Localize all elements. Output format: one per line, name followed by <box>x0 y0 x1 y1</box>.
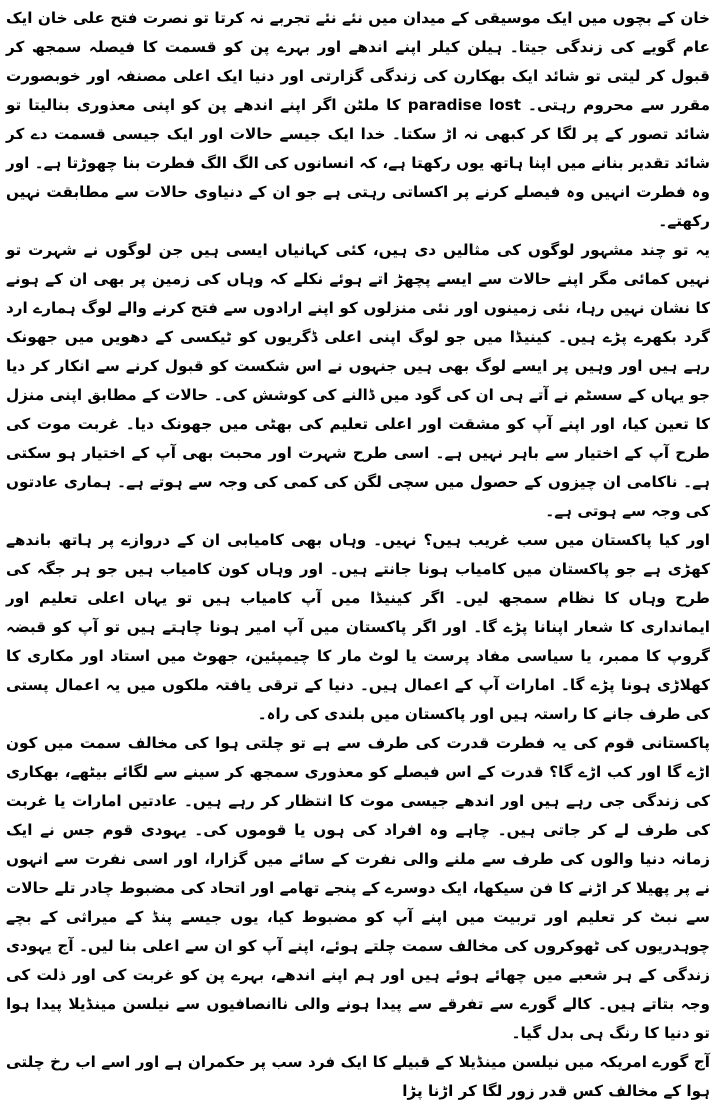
paragraph-5: آج گورے امریکہ میں نیلسن مینڈیلا کے قبیلے کا ایک فرد سب پر حکمران ہے اور اسے اب رخ چلتی ہوا کے مخالف کس قدر زور لگا کر اڑنا پڑا <box>6 1053 710 1100</box>
paragraph-3: اور کیا پاکستان میں سب غریب ہیں؟ نہیں۔ وہاں بھی کامیابی ان کے دروازے پر ہاتھ باندھے کھڑی ہے جو پاکستان میں کامیاب ہونا جانتے ہیں۔ اور وہاں کون کامیاب ہیں جو ہر جگہ کی طرح وہاں کا نظام سمجھ لیں۔ اگر کینیڈا میں آپ کامیاب ہیں تو یہاں اعلی تعلیم اور ایمانداری کا شعار اپنانا پڑے گا۔ اور اگر پاکستان میں آپ امیر ہونا چاہتے ہیں تو آپ کو قبضہ گروپ کا ممبر، یا سیاسی مفاد پرست یا لوٹ مار کا چیمپئین، جھوٹ میں استاد اور مکاری کا کھلاڑی ہونا پڑے گا۔ امارات آپ کے اعمال ہیں۔ دنیا کے ترقی یافتہ ملکوں میں یہ اعمال پستی کی طرف جانے کا راستہ ہیں اور پاکستان میں بلندی کی راہ۔ <box>6 531 710 723</box>
paragraph-1: خان کے بچوں میں ایک موسیقی کے میدان میں نئے نئے تجربے نہ کرتا تو نصرت فتح علی خان ایک عام گویے کی زندگی جیتا۔ ہیلن کیلر اپنے اندھے اور بہرے پن کو قسمت کا فیصلہ سمجھ کر قبول کر لیتی تو شائد ایک بھکارن کی زندگی گزارتی اور دنیا ایک اعلی مصنفہ اور خوبصورت مقرر سے محروم رہتی۔ paradise lost کا ملٹن اگر اپنے اندھے پن کو اپنی معذوری بنالیتا تو شائد تصور کے پر لگا کر کبھی نہ اڑ سکتا۔ خدا ایک جیسے حالات اور ایک جیسی قسمت دے کر شائد تقدیر بنانے میں اپنا ہاتھ یوں رکھتا ہے، کہ انسانوں کی الگ الگ فطرت بنا چھوڑتا ہے۔ اور وہ فطرت انہیں وہ فیصلے کرنے پر اکساتی رہتی ہے جو ان کے دنیاوی حالات سے مطابقت نہیں رکھتے۔ <box>6 9 710 230</box>
paragraph-2: یہ تو چند مشہور لوگوں کی مثالیں دی ہیں، کئی کہانیاں ایسی ہیں جن لوگوں نے شہرت تو نہیں کمائی مگر اپنے حالات سے ایسے پچھڑ اتے ہوئے نکلے کہ وہاں کی زمین پر بھی ان کے ہونے کا نشان نہیں رہا، نئی زمینوں اور نئی منزلوں کو اپنے ارادوں سے فتح کرنے والے لوگ ہمارے ارد گرد بکھرے پڑے ہیں۔ کینیڈا میں جو لوگ اپنی اعلی ڈگریوں کو ٹیکسی کے دھویں میں جھونک رہے ہیں اور وہیں پر ایسے لوگ بھی ہیں جنہوں نے اس شکست کو قبول کرنے سے انکار کر دیا جو یہاں کے سسٹم نے آتے ہی ان کی گود میں ڈالنے کی کوشش کی۔ حالات کے مطابق اپنی منزل کا تعین کیا، اور اپنے آپ کو مشقت اور اعلی تعلیم کی بھٹی میں جھونک دیا۔ غربت موت کی طرح آپ کے اختیار سے باہر نہیں ہے۔ اسی طرح شہرت اور محبت بھی آپ کے اختیار ہو سکتی ہے۔ ناکامی ان چیزوں کے حصول میں سچی لگن کی کمی کی وجہ سے ہوتے ہے۔ ہماری عادتوں کی وجہ سے ہوتی ہے۔ <box>6 241 710 520</box>
document-page <box>6 4 710 1100</box>
paragraph-4: پاکستانی قوم کی یہ فطرت قدرت کی طرف سے ہے تو چلتی ہوا کی مخالف سمت میں کون اڑے گا اور کب اڑے گا؟ قدرت کے اس فیصلے کو معذوری سمجھ کر سینے سے لگائے بیٹھے، بھکاری کی زندگی جی رہے ہیں اور اندھے جیسی موت کا انتظار کر رہے ہیں۔ عادتیں امارات یا غربت کی طرف لے کر جاتی ہیں۔ چاہے وہ افراد کی ہوں یا قوموں کی۔ یہودی قوم جس نے ایک زمانہ دنیا والوں کی طرف سے ملنے والی نفرت کے سائے میں گزارا، اور اسی نفرت سے انہوں نے پر پھیلا کر اڑنے کا فن سیکھا، ایک دوسرے کے پنجے تھامے اور اتحاد کی مضبوط چادر تلے حالات سے نبٹ کر تعلیم اور تربیت میں اپنے آپ کو مضبوط کیا، یوں جیسے پنڈ کے میراثی کے بچے چوہدریوں کی ٹھوکروں کی مخالف سمت چلتے ہوئے، اپنے آپ کو ان سے اعلی بنا لیں۔ آج یہودی زندگی کے ہر شعبے میں چھائے ہوئے ہیں اور ہم اپنے اندھے، بہرے پن کو غربت کی اور ذلت کی وجہ بتاتے ہیں۔ کالے گورے سے تفرقے سے پیدا ہونے والی ناانصافیوں سے نیلسن مینڈیلا پیدا ہوا تو دنیا کا رنگ ہی بدل گیا۔ <box>6 734 710 1042</box>
